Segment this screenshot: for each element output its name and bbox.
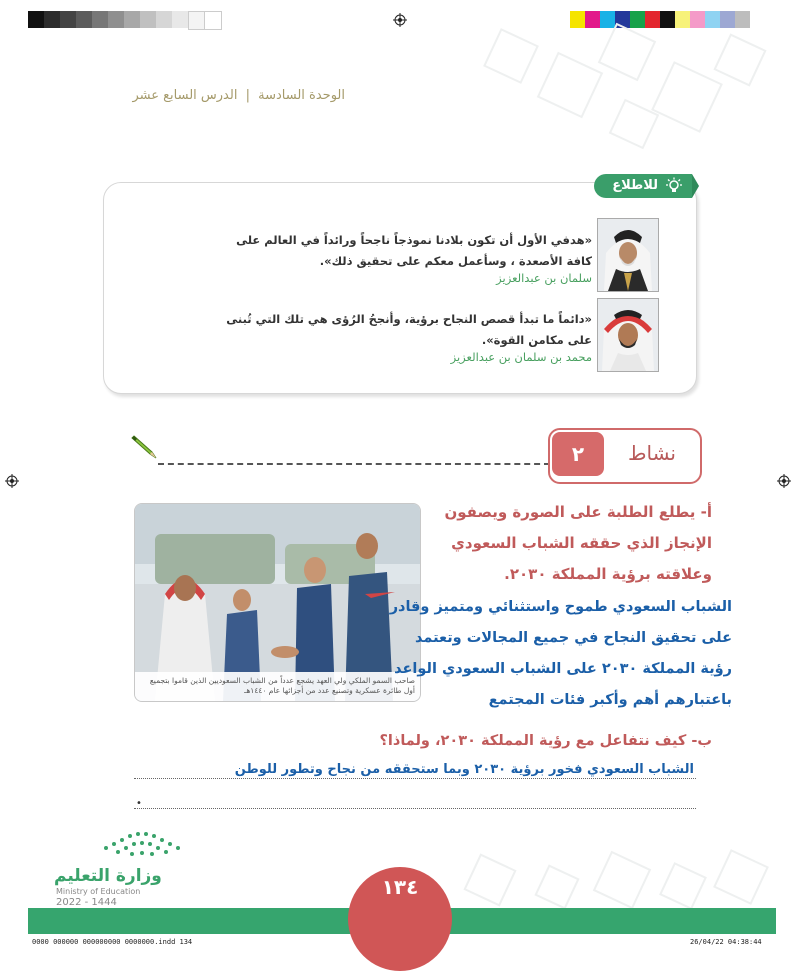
lesson-title: الدرس السابع عشر xyxy=(132,88,238,103)
page-number: ١٣٤ xyxy=(381,875,419,899)
portrait-king xyxy=(597,218,659,292)
info-tab xyxy=(594,174,692,198)
question-a xyxy=(372,497,712,590)
activity-label: نشاط xyxy=(628,441,676,465)
answer-a-line: رؤية المملكة ٢٠٣٠ على الشباب السعودي الواعد xyxy=(394,661,732,677)
info-tab-label: للاطلاع xyxy=(612,178,658,193)
ministry-logo-icon xyxy=(96,826,186,866)
ministry-name-en: Ministry of Education xyxy=(56,887,141,896)
quote-2-text: «دائماً ما تبدأ قصص النجاح برؤية، وأنجحُ الرُؤى هي تلك التي تُبنى على مكامن القوة». xyxy=(226,312,592,347)
unit-title: الوحدة السادسة xyxy=(258,88,345,103)
answer-line-2 xyxy=(134,808,696,809)
activity-number: ٢ xyxy=(552,432,604,476)
portrait-crown-prince xyxy=(597,298,659,372)
lightbulb-icon xyxy=(664,177,684,195)
file-slug: 0000 000000 000000000 0000000.indd 134 xyxy=(32,938,193,946)
print-timestamp: 26/04/22 04:38:44 xyxy=(690,938,762,946)
question-a-line: الإنجاز الذي حققه الشباب السعودي xyxy=(451,534,712,552)
answer-bullet: • xyxy=(136,798,142,809)
quote-1-author: سلمان بن عبدالعزيز xyxy=(496,271,592,285)
answer-b: الشباب السعودي فخور برؤية ٢٠٣٠ وبما ستحققه من نجاح وتطور للوطن xyxy=(234,762,694,777)
pencil-icon xyxy=(130,432,160,466)
ministry-name-ar: وزارة التعليم xyxy=(54,866,162,886)
photo-caption: صاحب السمو الملكي ولي العهد يشجع عدداً من الشباب السعوديين الذين قاموا بتجميع أول طائرة عسكرية وتصنيع عدد من أجزائها عام ١٤٤٠هـ xyxy=(149,676,415,695)
registration-mark-icon xyxy=(393,12,407,26)
header-separator: | xyxy=(245,88,250,103)
edition-year: 2022 - 1444 xyxy=(56,897,117,908)
dashed-divider xyxy=(158,463,550,465)
answer-line-1 xyxy=(134,778,696,779)
registration-mark-icon xyxy=(777,473,791,487)
answer-a-line: باعتبارهم أهم وأكبر فئات المجتمع xyxy=(488,692,732,708)
registration-mark-icon xyxy=(5,473,19,487)
info-tab-arrow xyxy=(692,174,699,198)
answer-a-line: الشباب السعودي طموح واستثنائي ومتميز وقادر xyxy=(389,599,732,615)
quote-1-text: «هدفي الأول أن تكون بلادنا نموذجاً ناجحاً ورائداً في العالم على كافة الأصعدة ، وسأعمل معكم على تحقيق ذلك». xyxy=(236,233,592,268)
answer-a xyxy=(362,592,732,716)
question-b: ب- كيف نتفاعل مع رؤية المملكة ٢٠٣٠، ولماذا؟ xyxy=(379,733,712,749)
question-a-line: أ- يطلع الطلبة على الصورة ويصفون xyxy=(444,503,712,521)
answer-a-line: على تحقيق النجاح في جميع المجالات وتعتمد xyxy=(415,630,732,646)
page-header xyxy=(132,88,345,103)
question-a-line: وعلاقته برؤية المملكة ٢٠٣٠. xyxy=(504,565,712,583)
quote-2-author: محمد بن سلمان بن عبدالعزيز xyxy=(450,350,592,364)
